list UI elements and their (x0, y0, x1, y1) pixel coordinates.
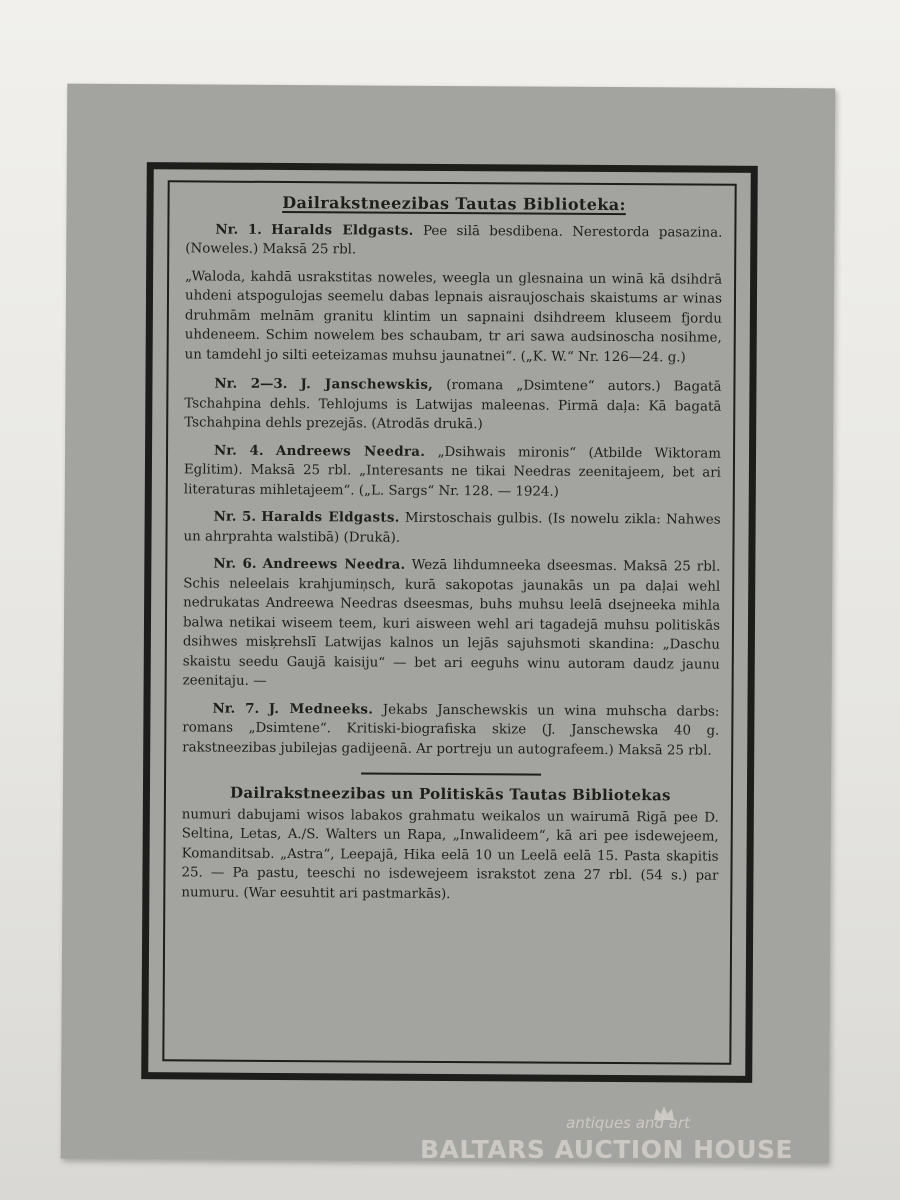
entry-nr-1-review-quote: „Waloda, kahdā usrakstitas noweles, weegla un glesnaina un winā kā dsihdrā uhdeni atspogulojas seemelu dabas lepnais aisraujoschais skaistums ar winas druhmām melnām granitu klintim un sapnaini dsihdreem kluseem fjordu uhdeneem. Schim nowelem bes schaubam, tr ari sawa audsinoscha nosihme, un tamdehl jo silti eeteizamas muhsu jaunatnei“. („K. W.“ Nr. 126—24. g.) (184, 268, 723, 365)
entry-text: Wezā lihdumneeka dseesmas. Maksā 25 rbl. Schis neleelais krahjumiņsch, kurā sakopotas jaunakās un pa daļai wehl nedrukatas Andreewa Needras dseesmas, buhs muhsu leelā dsejneeka mihla balwa netikai wiseem teem, kuri aisween wehl ari tagadejā muhsu politiskās dsihwes misķrehslī Latwijas kalnos un lejās sajuhsmoti skandina: „Daschu skaistu seedu Gaujā kaisiju“ — bet ari eeguhs winu autoram daudz jaunu zeenitaju. — (182, 557, 721, 689)
outer-frame (141, 162, 758, 1083)
entry-number: Nr. 4. (214, 442, 264, 459)
entry-author: Haralds Eldgasts. (261, 508, 400, 526)
entry-number: Nr. 7. (212, 700, 260, 717)
auction-house-watermark (420, 1100, 840, 1170)
entry-author: J. Janschewskis, (300, 376, 434, 393)
entry-nr-1 (185, 220, 722, 262)
catalog-content (181, 190, 722, 905)
entry-author: Andreews Needra. (262, 555, 406, 573)
entry-author: Haralds Eldgasts. (271, 221, 414, 239)
section-divider (361, 772, 541, 775)
entry-text: „Dsihwais mironis“ (Atbilde Wiktoram Eglitim). Maksā 25 rbl. „Interesants ne tikai Needras zeenitajeem, bet ari literaturas mihletajeem“. („L. Sargs“ Nr. 128. — 1924.) (183, 444, 722, 500)
entry-nr-6 (183, 554, 721, 694)
distribution-notice-title: Dailrakstneezibas un Politiskās Tautas Bibliotekas (230, 783, 671, 805)
entry-number: Nr. 5. (213, 508, 257, 525)
entry-text: Pee silā besdibena. Nerestorda pasazina. (Noweles.) Maksā 25 rbl. (185, 223, 723, 258)
catalog-heading: Dailrakstneezibas Tautas Biblioteka: (282, 192, 626, 215)
entry-author: J. Medneeks. (268, 700, 374, 718)
entry-number: Nr. 2—3. (214, 375, 288, 393)
distribution-notice-body: numuri dabujami wisos labakos grahmatu weikalos un wairumā Rigā pee D. Seltina, Letas, A./S. Walters un Rapa, „Inwalideem“, kā ari pee isdewejeem, Komanditsab. „Astra“, Leepajā, Hika eelā 10 un Leelā eelā 15. Pasta skapitis 25. — Pa pastu, teeschi no isdewejeem israkstot zena 27 rbl. (54 s.) par numuru. (War eesuhtit ari pastmarkās). (181, 806, 719, 902)
entry-nr-4 (184, 441, 721, 503)
watermark-tagline: antiques and art (566, 1114, 690, 1132)
entry-author: Andreews Needra. (275, 442, 426, 460)
entry-text: (romana „Dsimtene“ autors.) Bagatā Tschahpina dehls. Tehlojums is Latwijas maleenas. Pirmā daļa: Kā bagatā Tschahpina dehls prezejās. (Atrodās drukā.) (184, 377, 722, 433)
entry-nr-7 (182, 699, 719, 761)
entry-text: Mirstoschais gulbis. (Is nowelu zikla: Nahwes un ahrprahta walstibā) (Drukā). (183, 510, 721, 546)
inner-frame (162, 180, 736, 1064)
entry-nr-2-3 (184, 374, 721, 436)
booklet-back-cover (61, 84, 836, 1164)
entry-text: Jekabs Janschewskis un wina muhscha darbs: romans „Dsimtene“. Kritiski-biografiska skize (J. Janschewska 40 g. rakstneezibas jubilejas gadijeenā. Ar portreju un autografeem.) Maksā 25 rbl. (182, 702, 720, 759)
entry-nr-5 (183, 507, 720, 549)
entry-number: Nr. 6. (213, 555, 257, 572)
watermark-name: BALTARS AUCTION HOUSE (420, 1135, 794, 1164)
entry-number: Nr. 1. (215, 221, 262, 238)
